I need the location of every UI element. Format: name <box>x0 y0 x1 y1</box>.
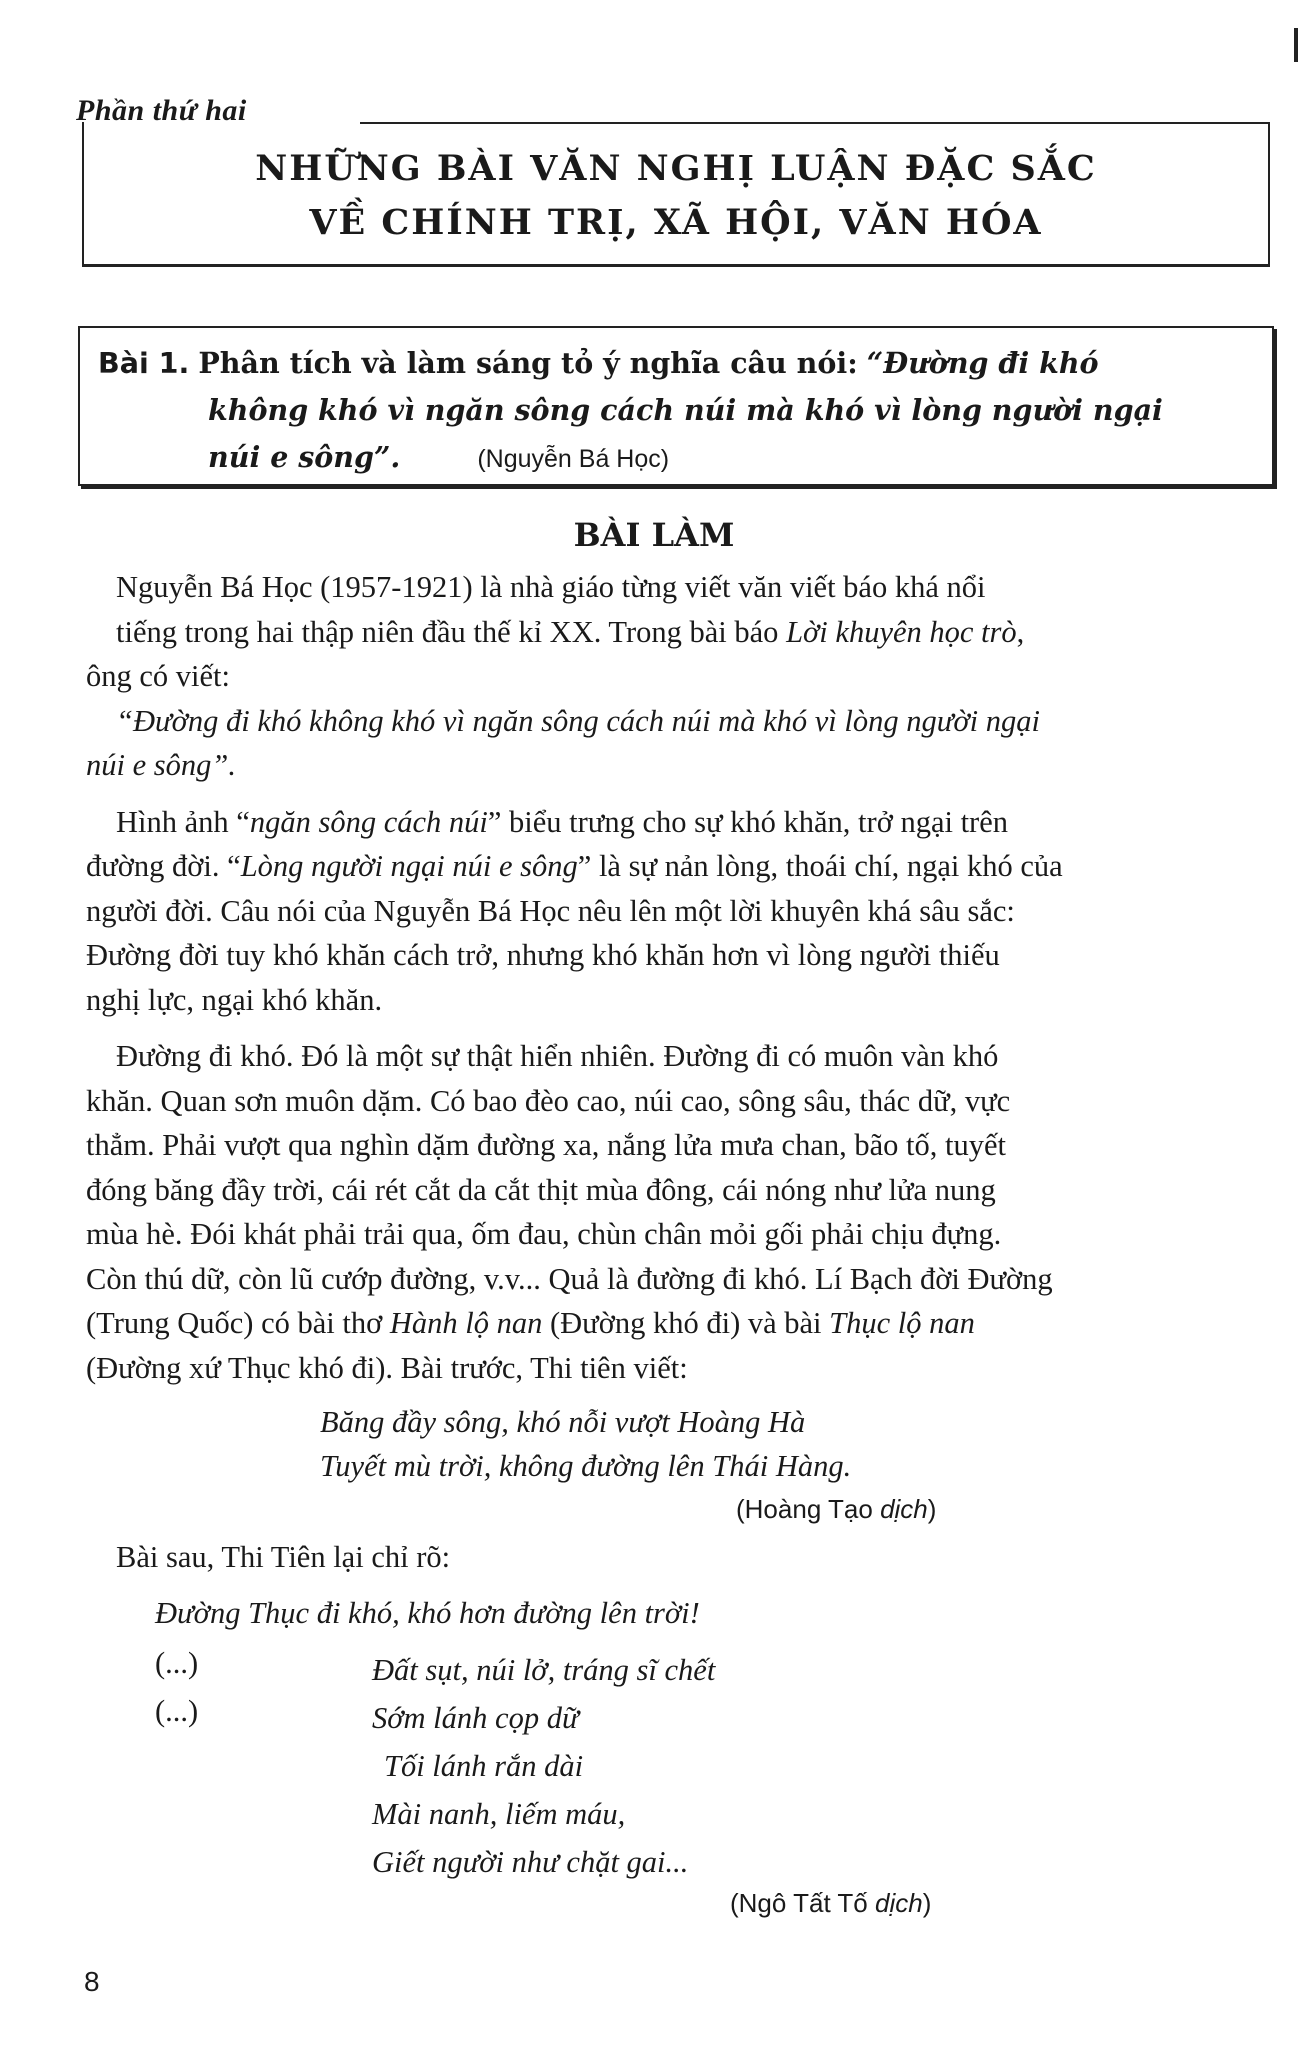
text-line: mùa hè. Đói khát phải trải qua, ốm đau, chùn chân mỏi gối phải chịu đựng. <box>86 1217 1002 1251</box>
text-line: Đường đi khó. Đó là một sự thật hiển nhiên. Đường đi có muôn vàn khó <box>116 1039 999 1073</box>
text-line: Nguyễn Bá Học (1957-1921) là nhà giáo từng viết văn viết báo khá nổi <box>116 570 986 604</box>
page-number: 8 <box>84 1966 100 1997</box>
text-line: (Trung Quốc) có bài thơ Hành lộ nan (Đường khó đi) và bài Thục lộ nan <box>86 1306 975 1340</box>
text-line: người đời. Câu nói của Nguyễn Bá Học nêu lên một lời khuyên khá sâu sắc: <box>86 893 1015 928</box>
chapter-title-box <box>82 122 1270 267</box>
text-line: Đường đời tuy khó khăn cách trở, nhưng khó khăn hơn vì lòng người thiếu <box>86 938 1000 972</box>
paragraph-quote <box>86 699 1268 788</box>
poem-line: Sớm lánh cọp dữ <box>372 1701 579 1735</box>
text-line: tiếng trong hai thập niên đầu thế kỉ XX. Trong bài báo Lời khuyên học trò, <box>116 614 1025 649</box>
paragraph-3 <box>86 1034 1268 1390</box>
poem-2-intro: Bài sau, Thi Tiên lại chỉ rõ: <box>116 1540 451 1574</box>
poem-line: Tuyết mù trời, không đường lên Thái Hàng. <box>320 1449 852 1483</box>
essay-body <box>86 565 1268 1402</box>
poem-line: Giết người như chặt gai... <box>372 1845 689 1879</box>
exercise-source: (Nguyễn Bá Học) <box>477 445 670 473</box>
text-line: nghị lực, ngại khó khăn. <box>86 982 383 1017</box>
text-line: khăn. Quan sơn muôn dặm. Có bao đèo cao, núi cao, sông sâu, thác dữ, vực <box>86 1083 1011 1118</box>
paragraph-1 <box>86 565 1268 699</box>
part-label: Phần thứ hai <box>76 94 247 127</box>
chapter-title-line-2: VỀ CHÍNH TRỊ, XÃ HỘI, VĂN HÓA <box>309 202 1043 243</box>
text-line: “Đường đi khó không khó vì ngăn sông cách núi mà khó vì lòng người ngại <box>116 703 1040 738</box>
poem-line: Băng đầy sông, khó nỗi vượt Hoàng Hà <box>320 1405 806 1439</box>
text-line: ông có viết: <box>86 659 230 693</box>
poem-line: Đất sụt, núi lở, tráng sĩ chết <box>372 1653 716 1687</box>
text-line: Còn thú dữ, còn lũ cướp đường, v.v... Quả là đường đi khó. Lí Bạch đời Đường <box>86 1261 1053 1296</box>
omission-mark: (...) <box>155 1694 199 1728</box>
omission-mark: (...) <box>155 1646 199 1680</box>
exercise-label: Bài 1. <box>98 347 190 380</box>
poem-line: Tối lánh rắn dài <box>384 1749 584 1783</box>
text-line: đóng băng đầy trời, cái rét cắt da cắt thịt mùa đông, cái nóng như lửa nung <box>86 1172 996 1207</box>
paragraph-2 <box>86 800 1268 1023</box>
poem-line: Mài nanh, liếm máu, <box>372 1797 626 1831</box>
poem-1 <box>320 1400 851 1488</box>
text-line: Hình ảnh “ngăn sông cách núi” biểu trưng cho sự khó khăn, trở ngại trên <box>116 804 1008 839</box>
text-line: núi e sông”. <box>86 748 236 782</box>
exercise-text: Phân tích và làm sáng tỏ ý nghĩa câu nói: <box>198 346 858 380</box>
text-line: đường đời. “Lòng người ngại núi e sông” là sự nản lòng, thoái chí, ngại khó của <box>86 849 1063 883</box>
exercise-prompt <box>98 340 1258 482</box>
chapter-title-line-1: NHỮNG BÀI VĂN NGHỊ LUẬN ĐẶC SẮC <box>255 148 1097 189</box>
exercise-quote-1: “Đường đi khó <box>866 346 1099 380</box>
poem-1-credit: (Hoàng Tạo dịch) <box>736 1494 937 1524</box>
exercise-quote-3: núi e sông”. <box>208 440 401 474</box>
exercise-quote-2: không khó vì ngăn sông cách núi mà khó vì lòng người ngại <box>208 393 1163 427</box>
page-edge-mark <box>1294 28 1298 62</box>
text-line: thẳm. Phải vượt qua nghìn dặm đường xa, nắng lửa mưa chan, bão tố, tuyết <box>86 1128 1007 1162</box>
poem-2 <box>372 1646 715 1886</box>
poem-2-first-line: Đường Thục đi khó, khó hơn đường lên trời! <box>155 1596 700 1630</box>
poem-2-credit: (Ngô Tất Tố dịch) <box>730 1888 932 1918</box>
text-line: (Đường xứ Thục khó đi). Bài trước, Thi tiên viết: <box>86 1350 688 1385</box>
section-heading: BÀI LÀM <box>573 516 735 554</box>
exercise-box <box>78 326 1274 486</box>
